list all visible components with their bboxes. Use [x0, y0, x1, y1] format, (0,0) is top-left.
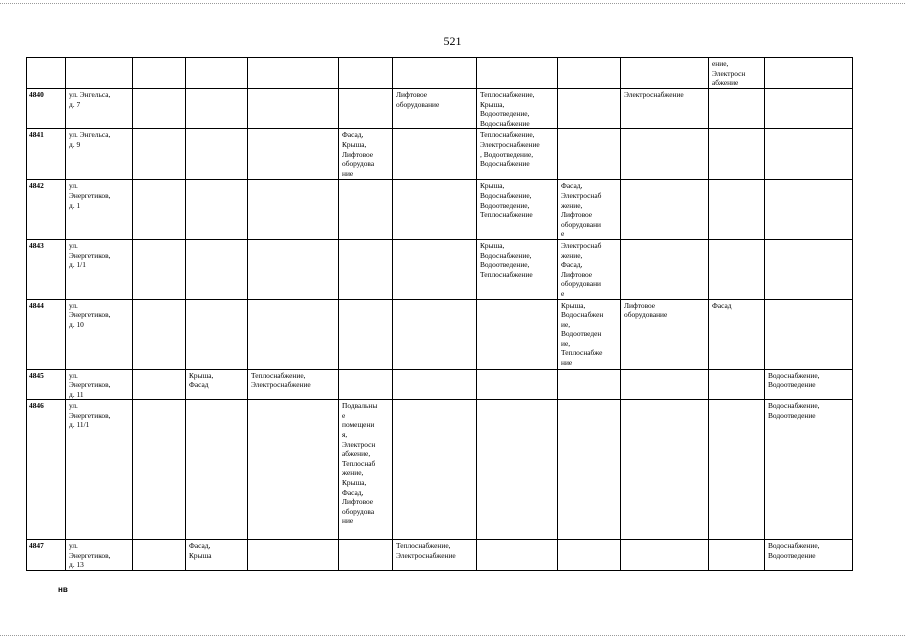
work-type-cell — [133, 239, 186, 299]
work-type-cell: Крыша, Водоснабжение, Водоотведение, Теплоснабжение — [477, 180, 558, 240]
address-cell: ул. Энергетиков, д. 10 — [66, 299, 133, 369]
work-type-cell — [709, 180, 765, 240]
work-type-cell — [186, 129, 248, 180]
work-type-cell: Электроснабжение — [621, 89, 709, 129]
table-body — [27, 58, 853, 571]
work-type-cell — [393, 400, 477, 540]
work-type-cell — [765, 89, 853, 129]
work-type-cell — [621, 58, 709, 89]
page-number: 521 — [443, 34, 462, 48]
work-type-cell: Фасад, Крыша — [186, 540, 248, 571]
work-type-cell — [621, 369, 709, 400]
work-type-cell — [186, 58, 248, 89]
work-type-cell — [133, 400, 186, 540]
work-type-cell: Фасад, Крыша, Лифтовое оборудова ние — [339, 129, 393, 180]
table-row — [27, 58, 853, 89]
address-cell: ул. Энергетиков, д. 11 — [66, 369, 133, 400]
work-type-cell — [558, 540, 621, 571]
work-type-cell — [248, 89, 339, 129]
row-number-cell — [27, 58, 66, 89]
work-type-cell — [765, 129, 853, 180]
work-type-cell — [339, 299, 393, 369]
work-type-cell: Электроснаб жение, Фасад, Лифтовое оборудовани е — [558, 239, 621, 299]
work-type-cell: Фасад, Электроснаб жение, Лифтовое оборудовани е — [558, 180, 621, 240]
work-type-cell — [339, 180, 393, 240]
row-number-cell: 4846 — [27, 400, 66, 540]
work-type-cell — [248, 400, 339, 540]
table-row — [27, 540, 853, 571]
work-type-cell — [477, 400, 558, 540]
work-type-cell — [133, 89, 186, 129]
row-number-cell: 4847 — [27, 540, 66, 571]
work-type-cell — [477, 299, 558, 369]
work-type-cell — [133, 540, 186, 571]
work-type-cell: Крыша, Водоснабжение, Водоотведение, Теплоснабжение — [477, 239, 558, 299]
work-type-cell — [186, 180, 248, 240]
work-type-cell — [393, 129, 477, 180]
work-type-cell — [393, 239, 477, 299]
table-row — [27, 400, 853, 540]
work-type-cell — [765, 58, 853, 89]
work-type-cell: Водоснабжение, Водоотведение — [765, 540, 853, 571]
work-type-cell — [248, 299, 339, 369]
bottom-scan-edge — [0, 635, 905, 636]
work-type-cell — [133, 129, 186, 180]
work-type-cell — [186, 239, 248, 299]
work-type-cell — [621, 400, 709, 540]
work-type-cell: Лифтовое оборудование — [621, 299, 709, 369]
work-type-cell — [477, 369, 558, 400]
work-type-cell: Теплоснабжение, Электроснабжение — [248, 369, 339, 400]
row-number-cell: 4843 — [27, 239, 66, 299]
row-number-cell: 4841 — [27, 129, 66, 180]
work-type-cell — [477, 540, 558, 571]
work-type-cell: ение, Электросн абжение — [709, 58, 765, 89]
table-row — [27, 180, 853, 240]
repair-register-table — [26, 57, 853, 571]
address-cell: ул. Энергетиков, д. 13 — [66, 540, 133, 571]
row-number-cell: 4845 — [27, 369, 66, 400]
work-type-cell — [765, 299, 853, 369]
work-type-cell — [765, 239, 853, 299]
row-number-cell: 4840 — [27, 89, 66, 129]
work-type-cell — [248, 540, 339, 571]
table-row — [27, 299, 853, 369]
work-type-cell — [393, 58, 477, 89]
work-type-cell — [133, 180, 186, 240]
work-type-cell: Крыша, Фасад — [186, 369, 248, 400]
work-type-cell: Крыша, Водоснабжен ие, Водоотведен ие, Теплоснабже ние — [558, 299, 621, 369]
work-type-cell — [393, 299, 477, 369]
work-type-cell — [621, 540, 709, 571]
work-type-cell — [709, 400, 765, 540]
work-type-cell — [186, 299, 248, 369]
top-scan-edge — [0, 3, 905, 4]
work-type-cell — [621, 180, 709, 240]
work-type-cell — [558, 369, 621, 400]
work-type-cell — [186, 400, 248, 540]
work-type-cell — [133, 369, 186, 400]
address-cell: ул. Энергетиков, д. 1 — [66, 180, 133, 240]
work-type-cell — [339, 369, 393, 400]
address-cell: ул. Энергетиков, д. 11/1 — [66, 400, 133, 540]
work-type-cell — [709, 89, 765, 129]
work-type-cell: Фасад — [709, 299, 765, 369]
work-type-cell — [133, 299, 186, 369]
work-type-cell: Водоснабжение, Водоотведение — [765, 400, 853, 540]
work-type-cell — [558, 89, 621, 129]
work-type-cell — [186, 89, 248, 129]
work-type-cell — [248, 129, 339, 180]
table-row — [27, 369, 853, 400]
row-number-cell: 4842 — [27, 180, 66, 240]
address-cell: ул. Энергетиков, д. 1/1 — [66, 239, 133, 299]
footer-mark: нв — [58, 585, 68, 594]
work-type-cell — [558, 58, 621, 89]
address-cell — [66, 58, 133, 89]
work-type-cell: Подвальны е помещени я, Электросн абжение, Теплоснаб жение, Крыша, Фасад, Лифтовое оборудова ние — [339, 400, 393, 540]
work-type-cell — [248, 58, 339, 89]
table-row — [27, 89, 853, 129]
work-type-cell — [248, 239, 339, 299]
work-type-cell — [709, 239, 765, 299]
work-type-cell — [621, 129, 709, 180]
work-type-cell — [558, 129, 621, 180]
work-type-cell: Лифтовое оборудование — [393, 89, 477, 129]
work-type-cell: Теплоснабжение, Электроснабжение , Водоотведение, Водоснабжение — [477, 129, 558, 180]
work-type-cell — [621, 239, 709, 299]
work-type-cell — [393, 180, 477, 240]
work-type-cell — [339, 540, 393, 571]
row-number-cell: 4844 — [27, 299, 66, 369]
address-cell: ул. Энгельса, д. 9 — [66, 129, 133, 180]
work-type-cell — [709, 540, 765, 571]
work-type-cell — [393, 369, 477, 400]
work-type-cell — [765, 180, 853, 240]
work-type-cell — [558, 400, 621, 540]
work-type-cell: Теплоснабжение, Крыша, Водоотведение, Водоснабжение — [477, 89, 558, 129]
work-type-cell: Водоснабжение, Водоотведение — [765, 369, 853, 400]
table-row — [27, 239, 853, 299]
work-type-cell — [477, 58, 558, 89]
work-type-cell — [339, 89, 393, 129]
work-type-cell — [709, 369, 765, 400]
work-type-cell — [339, 58, 393, 89]
table-row — [27, 129, 853, 180]
work-type-cell — [339, 239, 393, 299]
work-type-cell: Теплоснабжение, Электроснабжение — [393, 540, 477, 571]
work-type-cell — [248, 180, 339, 240]
address-cell: ул. Энгельса, д. 7 — [66, 89, 133, 129]
work-type-cell — [709, 129, 765, 180]
work-type-cell — [133, 58, 186, 89]
